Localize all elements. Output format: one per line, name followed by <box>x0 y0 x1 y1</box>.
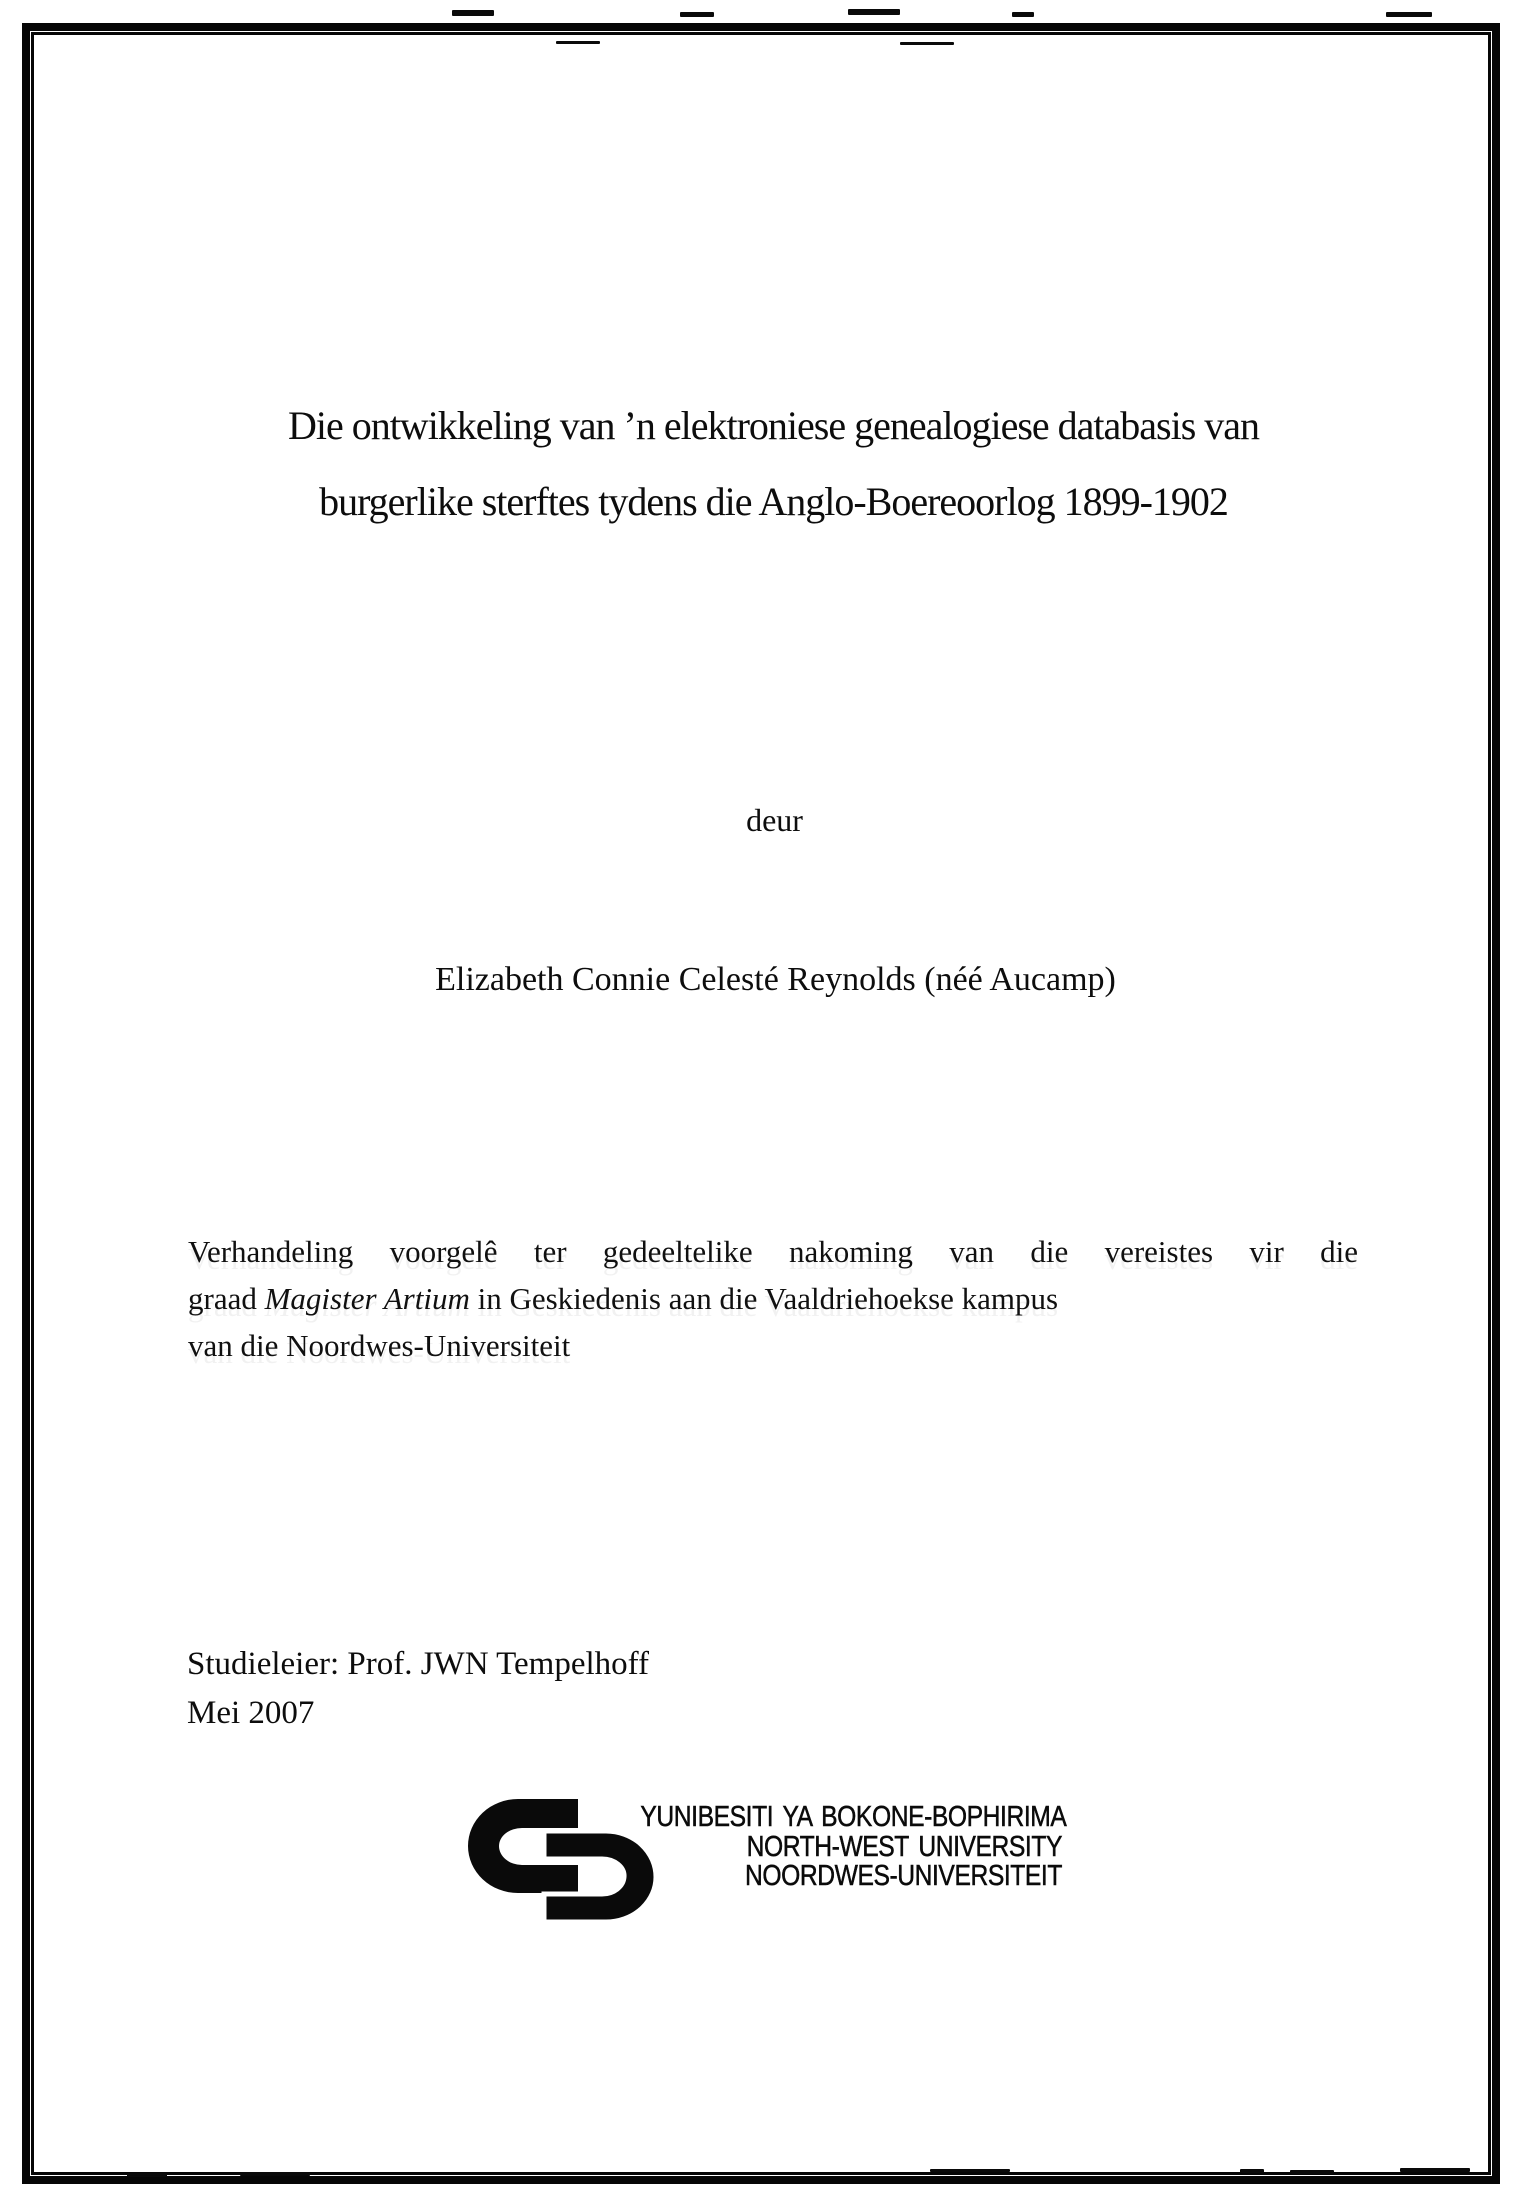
scan-artifact <box>930 2169 1010 2172</box>
byline-deur: deur <box>746 802 803 838</box>
nwu-logo-wordmark <box>640 1801 1067 1892</box>
scan-artifact <box>900 42 954 45</box>
logo-line-setswana: YUNIBESITI YA BOKONE-BOPHIRIMA <box>640 1801 1067 1833</box>
thesis-title <box>70 388 1477 540</box>
scan-artifact <box>680 12 714 17</box>
degree-statement-line2-prefix: graad <box>188 1281 265 1316</box>
scan-artifact <box>1400 2168 1470 2172</box>
scan-artifact <box>1386 12 1432 17</box>
degree-statement <box>188 1228 1358 1369</box>
scan-artifact <box>240 2172 310 2176</box>
author-name: Elizabeth Connie Celesté Reynolds (néé Aucamp) <box>435 961 1116 998</box>
nwu-logo <box>466 1797 1066 1937</box>
scan-artifact <box>1240 2169 1264 2173</box>
logo-line-english: NORTH-WEST UNIVERSITY <box>746 1830 1062 1863</box>
degree-statement-line1: Verhandeling voorgelê ter gedeeltelike nakoming van die vereistes vir die <box>188 1234 1358 1269</box>
scan-artifact <box>1290 2170 1334 2174</box>
scan-artifact <box>848 9 900 15</box>
scan-artifact <box>452 10 494 16</box>
degree-title-italic: Magister Artium <box>264 1281 470 1316</box>
degree-statement-line2-suffix: in Geskiedenis aan die Vaaldriehoekse kampus <box>469 1281 1059 1316</box>
thesis-title-line2: burgerlike sterftes tydens die Anglo-Boereoorlog 1899-1902 <box>319 479 1228 524</box>
supervisor-block <box>187 1640 649 1738</box>
thesis-title-line1: Die ontwikkeling van ’n elektroniese genealogiese databasis van <box>287 403 1260 448</box>
scan-artifact <box>556 41 600 44</box>
supervisor-line: Studieleier: Prof. JWN Tempelhoff <box>187 1646 650 1682</box>
degree-statement-line3: van die Noordwes-Universiteit <box>188 1328 571 1363</box>
scan-artifact <box>127 2173 167 2177</box>
degree-statement-line2 <box>188 1275 1358 1322</box>
date-line: Mei 2007 <box>187 1695 315 1731</box>
scan-artifact <box>1012 12 1034 17</box>
logo-line-afrikaans: NOORDWES-UNIVERSITEIT <box>744 1860 1062 1892</box>
nwu-chain-links-icon <box>466 1797 658 1927</box>
